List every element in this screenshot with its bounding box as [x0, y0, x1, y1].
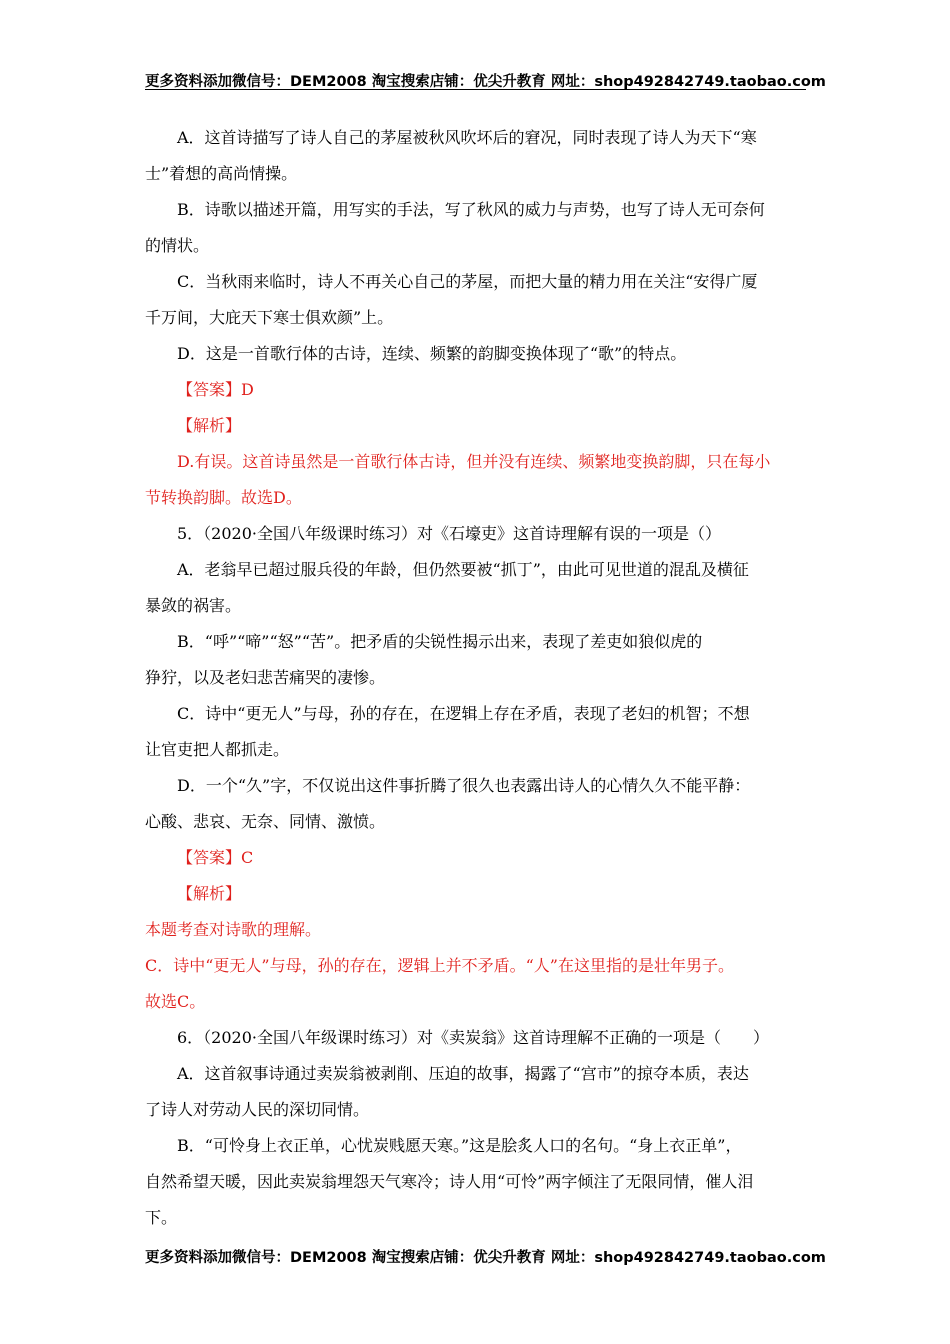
option-c-line-1: C．当秋雨来临时，诗人不再关心自己的茅屋，而把大量的精力用在关注“安得广厦 — [177, 272, 758, 291]
analysis-text-line-1: D.有误。这首诗虽然是一首歌行体古诗，但并没有连续、频繁地变换韵脚，只在每小 — [177, 452, 771, 471]
q5-analysis-text-1: 本题考查对诗歌的理解。 — [145, 920, 322, 939]
page-header: 更多资料添加微信号：DEM2008 淘宝搜索店铺：优尖升教育 网址：shop492842749.taobao.com — [145, 74, 826, 90]
option-b-line-2: 的情状。 — [145, 236, 210, 255]
option-c-line-2: 千万间，大庇天下寒士俱欢颜”上。 — [145, 308, 394, 327]
analysis-label: 【解析】 — [177, 416, 242, 435]
header-divider — [145, 89, 806, 90]
document-body — [145, 120, 815, 1236]
analysis-text-line-2: 节转换韵脚。故选D。 — [145, 488, 302, 507]
q5-analysis-text-3: 故选C。 — [145, 992, 206, 1011]
q6-option-b-line-2: 自然希望天暖，因此卖炭翁埋怨天气寒冷；诗人用“可怜”两字倾注了无限同情，催人泪 — [145, 1172, 754, 1191]
q5-option-a-line-1: A．老翁早已超过服兵役的年龄，但仍然要被“抓丁”，由此可见世道的混乱及横征 — [177, 560, 749, 579]
q5-option-d-line-1: D．一个“久”字，不仅说出这件事折腾了很久也表露出诗人的心情久久不能平静： — [177, 776, 751, 795]
q5-analysis-text-2: C．诗中“更无人”与母，孙的存在，逻辑上并不矛盾。“人”在这里指的是壮年男子。 — [145, 956, 734, 975]
q5-option-b-line-2: 狰狞，以及老妇悲苦痛哭的凄惨。 — [145, 668, 386, 687]
q5-option-c-line-2: 让官吏把人都抓走。 — [145, 740, 290, 759]
q5-answer-label: 【答案】C — [177, 848, 254, 867]
question-5-stem: 5．（2020·全国八年级课时练习）对《石壕吏》这首诗理解有误的一项是（） — [177, 524, 721, 543]
q6-option-a-line-2: 了诗人对劳动人民的深切同情。 — [145, 1100, 370, 1119]
option-b-line-1: B．诗歌以描述开篇，用写实的手法，写了秋风的威力与声势，也写了诗人无可奈何 — [177, 200, 765, 219]
q5-option-d-line-2: 心酸、悲哀、无奈、同情、激愤。 — [145, 812, 386, 831]
q5-option-c-line-1: C．诗中“更无人”与母，孙的存在，在逻辑上存在矛盾，表现了老妇的机智；不想 — [177, 704, 750, 723]
option-a-line-1: A．这首诗描写了诗人自己的茅屋被秋风吹坏后的窘况，同时表现了诗人为天下“寒 — [177, 128, 757, 147]
q5-analysis-label: 【解析】 — [177, 884, 242, 903]
q6-option-b-line-3: 下。 — [145, 1208, 178, 1227]
q5-option-b-line-1: B．“呼”“啼”“怒”“苦”。把矛盾的尖锐性揭示出来，表现了差吏如狼似虎的 — [177, 632, 703, 651]
option-a-line-2: 士”着想的高尚情操。 — [145, 164, 298, 183]
answer-label: 【答案】D — [177, 380, 254, 399]
question-6-stem: 6．（2020·全国八年级课时练习）对《卖炭翁》这首诗理解不正确的一项是（ ） — [177, 1028, 769, 1047]
q5-option-a-line-2: 暴敛的祸害。 — [145, 596, 242, 615]
page-footer: 更多资料添加微信号：DEM2008 淘宝搜索店铺：优尖升教育 网址：shop492842749.taobao.com — [145, 1250, 826, 1266]
q6-option-b-line-1: B．“可怜身上衣正单，心忧炭贱愿天寒。”这是脍炙人口的名句。“身上衣正单”， — [177, 1136, 742, 1155]
option-d-line: D．这是一首歌行体的古诗，连续、频繁的韵脚变换体现了“歌”的特点。 — [177, 344, 687, 363]
q6-option-a-line-1: A．这首叙事诗通过卖炭翁被剥削、压迫的故事，揭露了“宫市”的掠夺本质，表达 — [177, 1064, 749, 1083]
